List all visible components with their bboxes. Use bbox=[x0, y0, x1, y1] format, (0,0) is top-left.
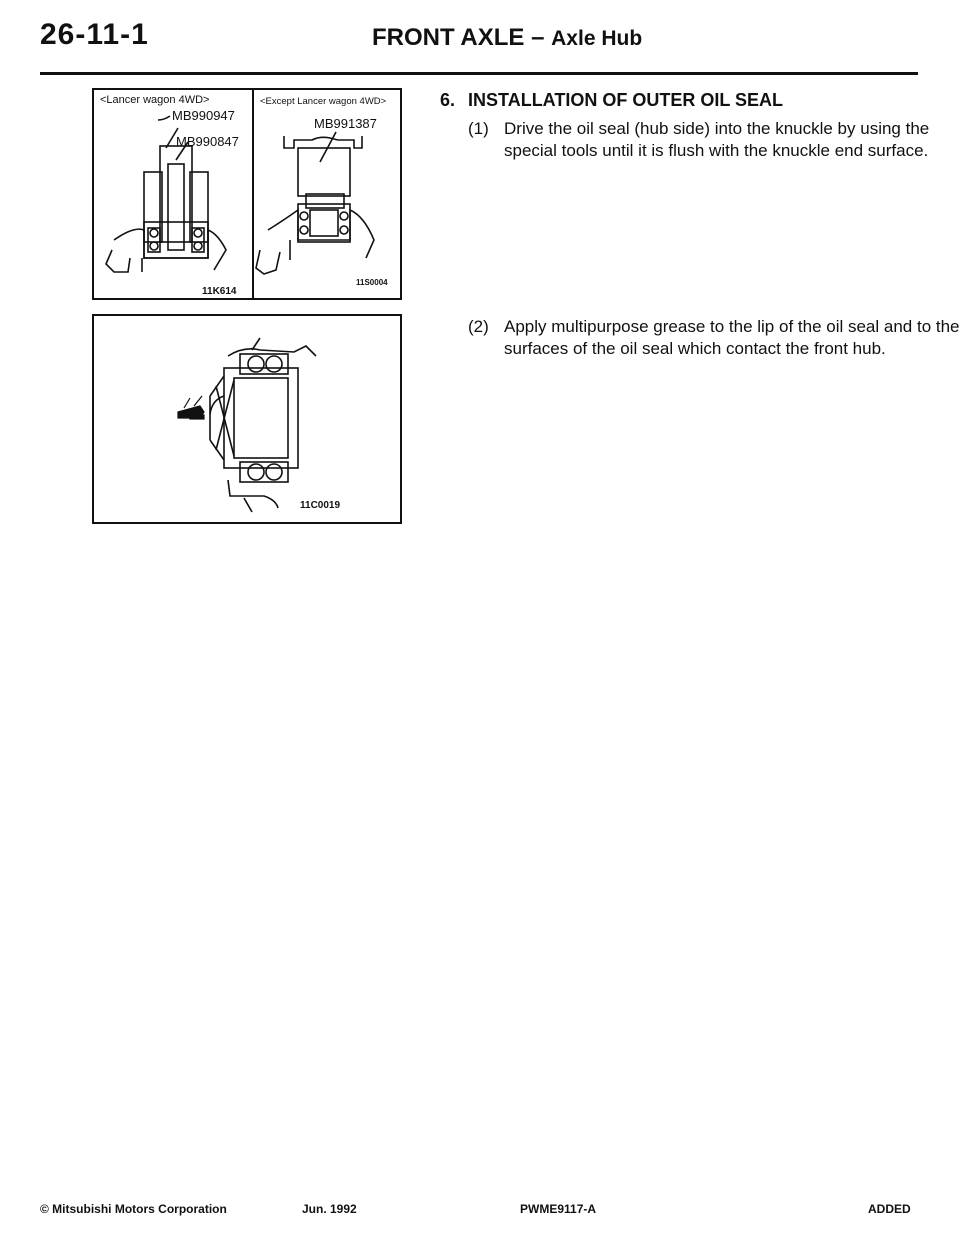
except-lancer-label: <Except Lancer wagon 4WD> bbox=[260, 96, 387, 107]
figure-grease-application bbox=[92, 314, 402, 524]
knuckle-tool-drawing-left bbox=[94, 90, 252, 298]
tool-mb990847-label: MB990847 bbox=[176, 134, 239, 149]
step-heading bbox=[440, 90, 783, 111]
section-subtitle: Axle Hub bbox=[551, 27, 643, 50]
figure-code-bottom: 11C0019 bbox=[300, 500, 341, 511]
section-title: FRONT AXLE bbox=[372, 24, 525, 51]
page-title bbox=[372, 24, 642, 52]
hub-seal-cross-section-drawing bbox=[94, 316, 400, 522]
footer-copyright: © Mitsubishi Motors Corporation bbox=[40, 1202, 227, 1216]
knuckle-tool-drawing-right bbox=[254, 90, 400, 298]
tool-mb990947-label: MB990947 bbox=[172, 108, 235, 123]
figure-code-left: 11K614 bbox=[202, 286, 237, 297]
tool-mb991387-label: MB991387 bbox=[314, 116, 377, 131]
instruction-number: (2) bbox=[468, 317, 489, 336]
footer-date: Jun. 1992 bbox=[302, 1202, 357, 1216]
figure-special-tools bbox=[92, 88, 402, 300]
footer-doc-code: PWME9117-A bbox=[520, 1202, 597, 1216]
lancer-wagon-label: <Lancer wagon 4WD> bbox=[100, 94, 210, 106]
footer-status: ADDED bbox=[868, 1202, 911, 1216]
title-separator: – bbox=[531, 24, 545, 51]
figure-code-right: 11S0004 bbox=[356, 278, 388, 287]
header-rule bbox=[40, 72, 918, 75]
step-number: 6. bbox=[440, 90, 456, 110]
instruction-number: (1) bbox=[468, 119, 489, 138]
instruction-text: Apply multipurpose grease to the lip of the oil seal and to the surfaces of the oil seal which contact the front hub. bbox=[504, 317, 960, 358]
step-title: INSTALLATION OF OUTER OIL SEAL bbox=[468, 90, 784, 110]
instruction-text: Drive the oil seal (hub side) into the knuckle by using the special tools until it is flush with the knuckle end surface. bbox=[504, 119, 930, 160]
page-number: 26-11-1 bbox=[40, 18, 149, 51]
